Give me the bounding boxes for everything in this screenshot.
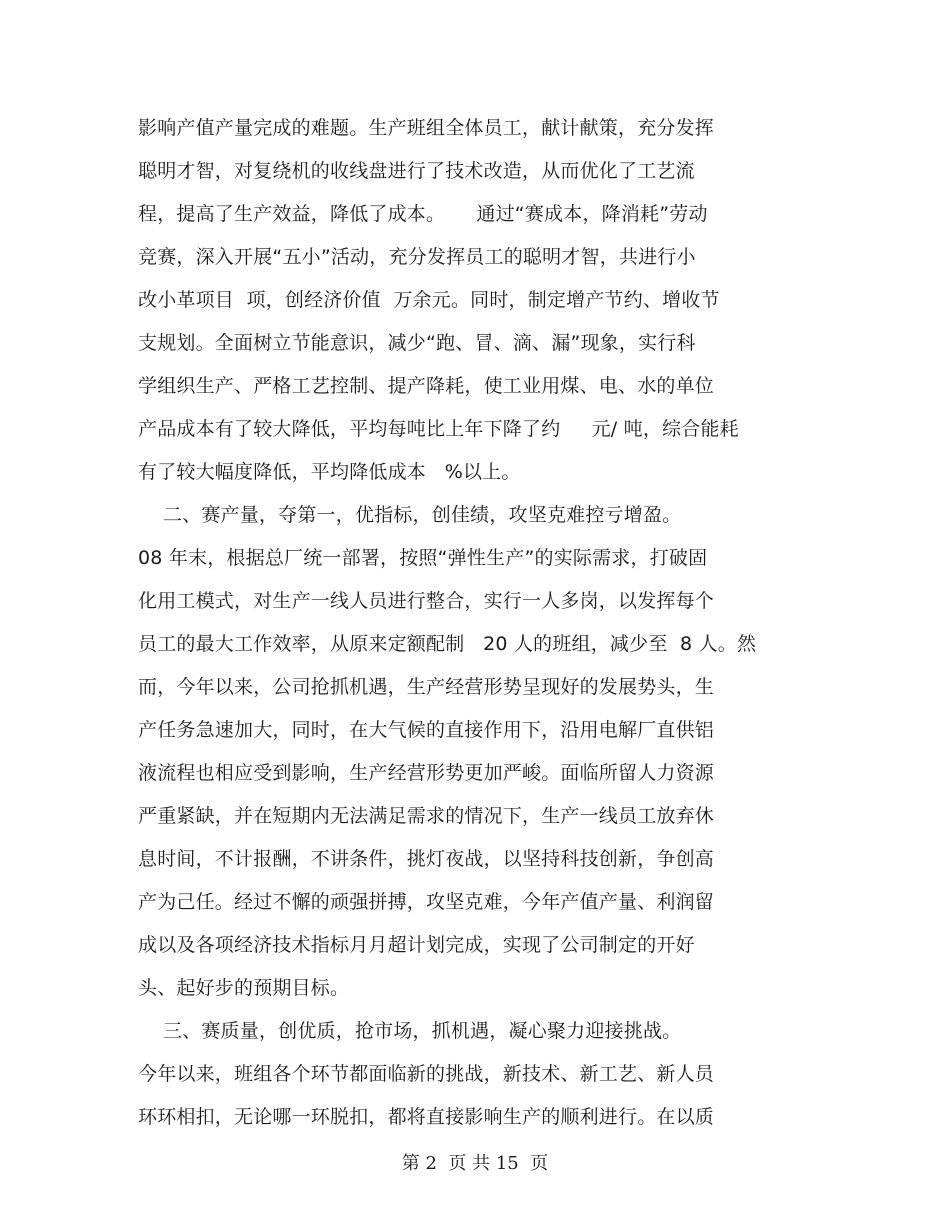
body-line: 产为己任。经过不懈的顽强拼搏，攻坚克难，今年产值产量、利润留: [138, 891, 715, 913]
body-line: 竞赛，深入开展“五小”活动，充分发挥员工的聪明才智，共进行小: [138, 246, 696, 268]
body-line: 08 年末，根据总厂统一部署，按照“弹性生产”的实际需求，打破固: [138, 547, 708, 569]
body-line: 改小革项目 项，创经济价值 万余元。同时，制定增产节约、增收节: [138, 289, 720, 311]
body-line: 程，提高了生产效益，降低了成本。 通过“赛成本，降消耗”劳动: [138, 203, 708, 225]
body-line: 产任务急速加大，同时，在大气候的直接作用下，沿用电解厂直供铝: [138, 719, 715, 741]
section-heading: 三、赛质量，创优质，抢市场，抓机遇，凝心聚力迎接挑战。: [138, 1020, 682, 1042]
body-line: 头、起好步的预期目标。: [138, 977, 350, 999]
body-line: 而，今年以来，公司抢抓机遇，生产经营形势呈现好的发展势头，生: [138, 676, 715, 698]
body-line: 有了较大幅度降低，平均降低成本 %以上。: [138, 461, 521, 483]
body-line: 液流程也相应受到影响，生产经营形势更加严峻。面临所留人力资源: [138, 762, 715, 784]
body-line: 支规划。全面树立节能意识，减少“跑、冒、滴、漏”现象，实行科: [138, 332, 696, 354]
body-line: 员工的最大工作效率，从原来定额配制 20 人的班组，减少至 8 人。然: [138, 633, 757, 655]
body-line: 环环相扣，无论哪一环脱扣，都将直接影响生产的顺利进行。在以质: [138, 1106, 715, 1128]
body-line: 影响产值产量完成的难题。生产班组全体员工，献计献策，充分发挥: [138, 117, 715, 139]
body-line: 今年以来，班组各个环节都面临新的挑战，新技术、新工艺、新人员: [138, 1063, 715, 1085]
section-heading: 二、赛产量，夺第一，优指标，创佳绩，攻坚克难控亏增盈。: [138, 504, 682, 526]
body-line: 学组织生产、严格工艺控制、提产降耗，使工业用煤、电、水的单位: [138, 375, 715, 397]
body-line: 产品成本有了较大降低，平均每吨比上年下降了约 元/ 吨，综合能耗: [138, 418, 739, 440]
page-number-footer: 第 2 页 共 15 页: [401, 1153, 549, 1174]
body-line: 聪明才智，对复绕机的收线盘进行了技术改造，从而优化了工艺流: [138, 160, 695, 182]
body-line: 息时间，不计报酬，不讲条件，挑灯夜战，以坚持科技创新，争创高: [138, 848, 715, 870]
body-line: 严重紧缺，并在短期内无法满足需求的情况下，生产一线员工放弃休: [138, 805, 715, 827]
body-line: 化用工模式，对生产一线人员进行整合，实行一人多岗，以发挥每个: [138, 590, 715, 612]
body-line: 成以及各项经济技术指标月月超计划完成，实现了公司制定的开好: [138, 934, 695, 956]
